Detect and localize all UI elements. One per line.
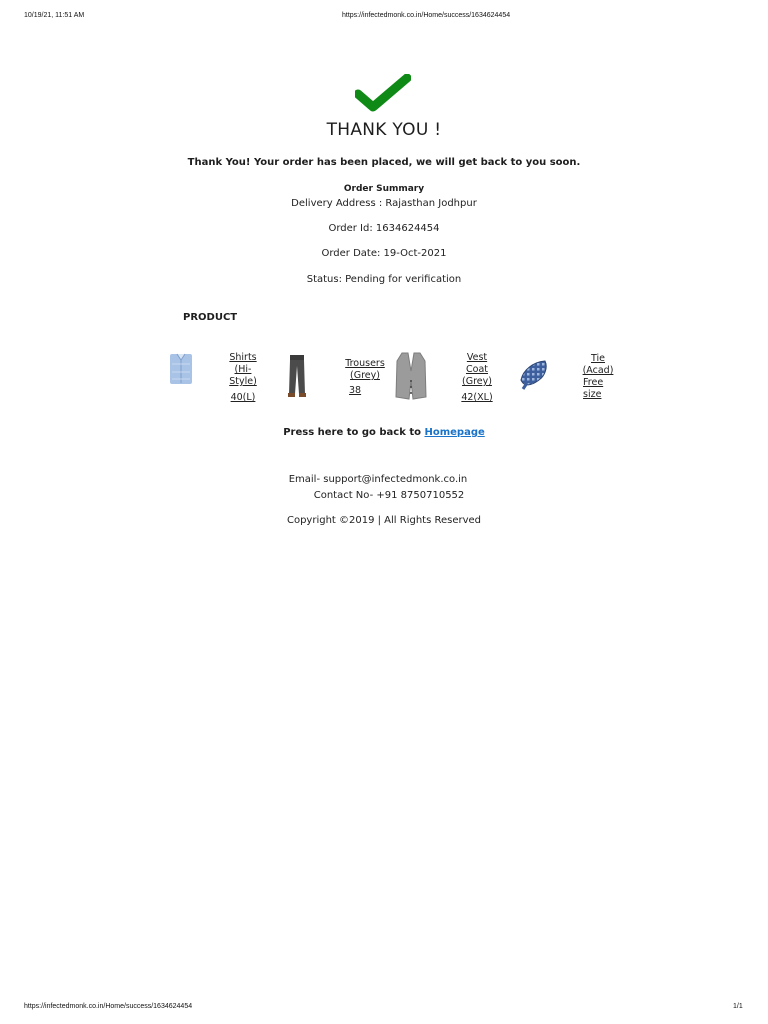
delivery-address: Delivery Address : Rajasthan Jodhpur <box>291 198 477 209</box>
shirt-image <box>168 352 194 386</box>
page-title: THANK YOU ! <box>326 120 442 140</box>
print-footer-url: https://infectedmonk.co.in/Home/success/1634624454 <box>24 1003 193 1010</box>
contact-number: Contact No- +91 8750710552 <box>313 490 465 501</box>
homepage-prompt <box>0 427 768 438</box>
print-datetime: 10/19/21, 11:51 AM <box>24 12 85 19</box>
tie-image <box>517 358 551 390</box>
order-id: Order Id: 1634624454 <box>328 223 440 234</box>
homepage-link[interactable]: Homepage <box>424 427 485 438</box>
product-link-shirts[interactable]: Shirts (Hi- Style) 40(L) <box>229 352 257 403</box>
vest-image <box>394 351 428 401</box>
product-link-trousers[interactable]: Trousers (Grey) 38 <box>345 358 385 396</box>
order-date: Order Date: 19-Oct-2021 <box>321 248 447 259</box>
order-status: Status: Pending for verification <box>306 274 462 285</box>
support-email: Email- support@infectedmonk.co.in <box>288 474 468 485</box>
product-link-vest-coat[interactable]: Vest Coat (Grey) 42(XL) <box>461 352 493 403</box>
print-page-number: 1/1 <box>733 1003 743 1010</box>
print-url: https://infectedmonk.co.in/Home/success/1634624454 <box>342 12 511 19</box>
product-heading: PRODUCT <box>183 312 238 323</box>
confirmation-message: Thank You! Your order has been placed, we will get back to you soon. <box>187 157 581 168</box>
homepage-prefix: Press here to go back to <box>283 427 421 438</box>
order-summary-heading: Order Summary <box>343 184 425 194</box>
checkmark-icon <box>355 74 411 114</box>
product-link-tie[interactable]: Tie (Acad) Free size <box>582 353 614 400</box>
trousers-image <box>284 354 310 398</box>
copyright: Copyright ©2019 | All Rights Reserved <box>286 515 482 526</box>
